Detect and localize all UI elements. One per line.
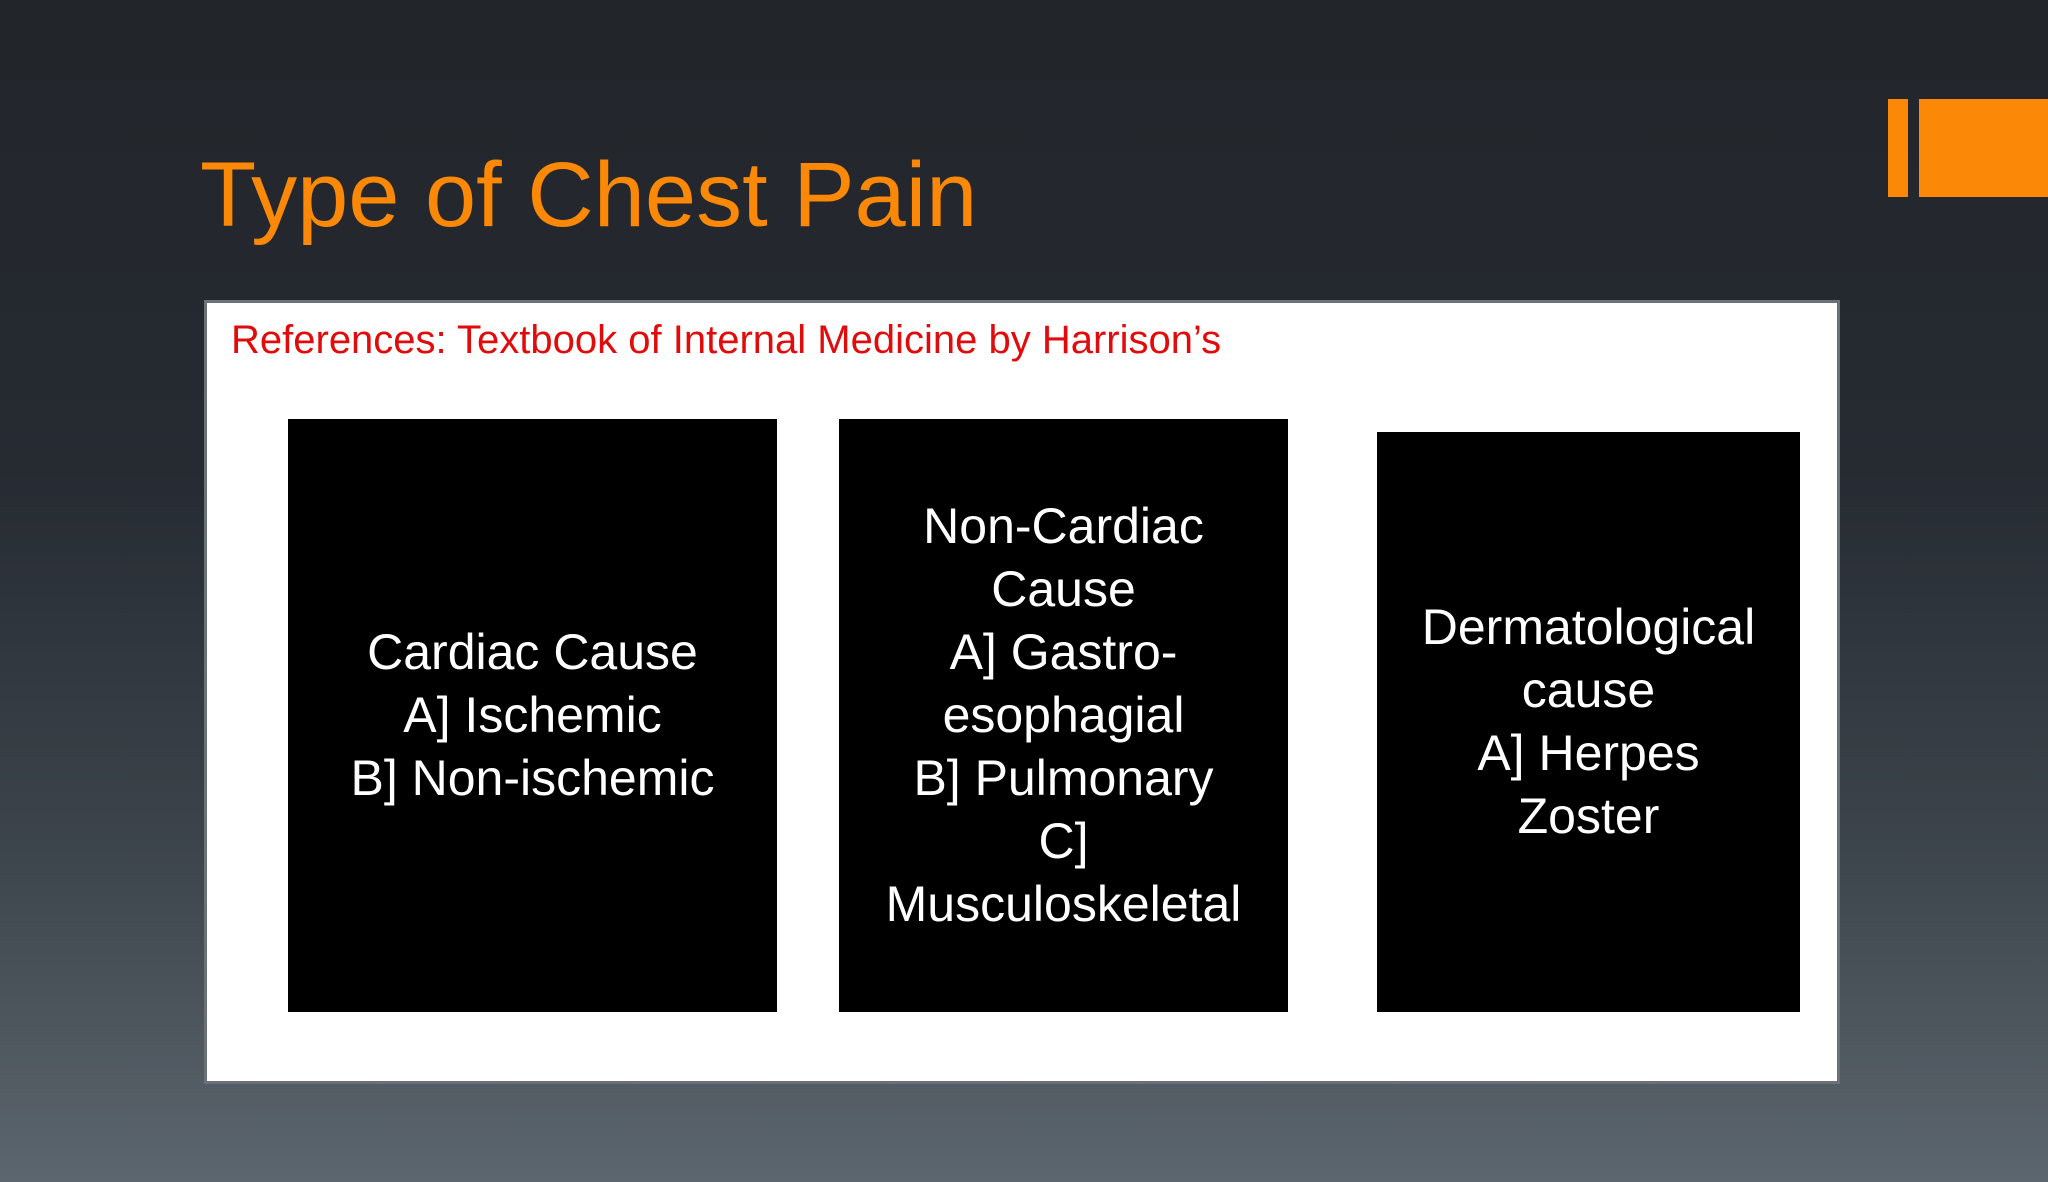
cardiac-cause-item: B] Non-ischemic — [350, 750, 715, 806]
non-cardiac-cause-heading: Cause — [991, 561, 1136, 617]
accent-bar-thin — [1888, 99, 1908, 197]
content-panel — [204, 300, 1840, 1084]
non-cardiac-cause-heading: Non-Cardiac — [923, 498, 1204, 554]
non-cardiac-cause-box — [839, 419, 1288, 1012]
cardiac-cause-box — [288, 419, 777, 1012]
cardiac-cause-heading: Cardiac Cause — [367, 624, 698, 680]
non-cardiac-cause-item: esophagial — [942, 687, 1185, 743]
slide-title: Type of Chest Pain — [200, 144, 978, 246]
dermatological-cause-heading: Dermatological — [1421, 599, 1756, 655]
non-cardiac-cause-text — [886, 495, 1242, 936]
reference-text: References: Textbook of Internal Medicine by Harrison’s — [231, 318, 1222, 362]
non-cardiac-cause-item: A] Gastro- — [949, 624, 1178, 680]
cardiac-cause-text — [351, 621, 715, 810]
non-cardiac-cause-item: B] Pulmonary — [913, 750, 1214, 806]
non-cardiac-cause-item: Musculoskeletal — [885, 876, 1242, 932]
dermatological-cause-item: A] Herpes — [1477, 725, 1700, 781]
dermatological-cause-heading: cause — [1521, 662, 1656, 718]
cardiac-cause-item: A] Ischemic — [403, 687, 662, 743]
dermatological-cause-text — [1422, 596, 1755, 848]
accent-bar-wide — [1919, 99, 2048, 197]
dermatological-cause-item: Zoster — [1517, 788, 1660, 844]
dermatological-cause-box — [1377, 432, 1800, 1012]
non-cardiac-cause-item: C] — [1038, 813, 1089, 869]
